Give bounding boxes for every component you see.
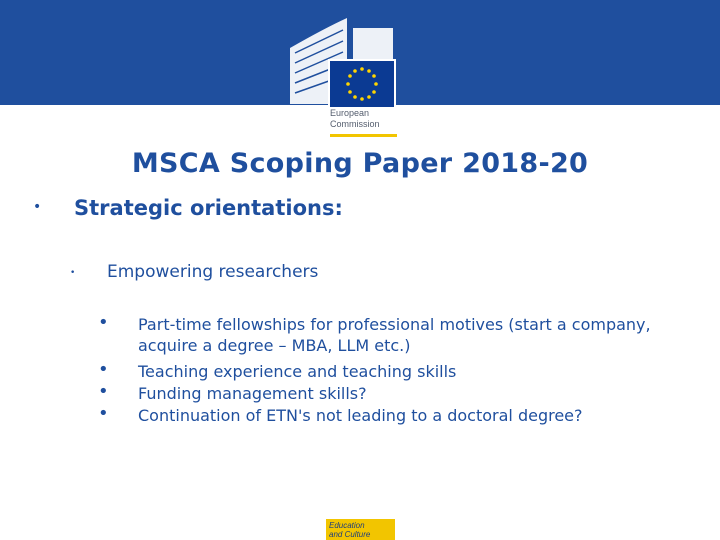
list-item-text: Continuation of ETN's not leading to a doctoral degree?: [138, 406, 583, 425]
level2-heading: Empowering researchers: [107, 262, 319, 282]
logo-line-2: Commission: [330, 119, 380, 129]
bullet-icon: •: [98, 359, 109, 380]
bullet-list: [98, 314, 698, 431]
list-item: [98, 383, 698, 404]
logo-wordmark: [330, 108, 410, 130]
list-item-text: Funding management skills?: [138, 384, 367, 403]
list-item-text: Part-time fellowships for professional motives (start a company, acquire a degree – MBA, LLM etc.): [138, 315, 651, 355]
footer-badge: [326, 519, 395, 540]
footer-line-2: and Culture: [329, 530, 371, 539]
level2-bullet: •: [70, 268, 76, 278]
footer-line-1: Education: [329, 521, 365, 530]
logo-line-1: European: [330, 108, 370, 118]
bullet-icon: •: [98, 381, 109, 402]
list-item-text: Teaching experience and teaching skills: [138, 362, 457, 381]
logo-underline: [330, 134, 397, 137]
list-item: [98, 405, 698, 426]
bullet-icon: •: [98, 403, 109, 424]
slide-title: MSCA Scoping Paper 2018-20: [131, 148, 589, 179]
list-item: [98, 314, 698, 356]
list-item: [98, 361, 698, 382]
level1-heading: Strategic orientations:: [74, 196, 343, 220]
level1-bullet: •: [33, 199, 42, 215]
bullet-icon: •: [98, 312, 109, 333]
